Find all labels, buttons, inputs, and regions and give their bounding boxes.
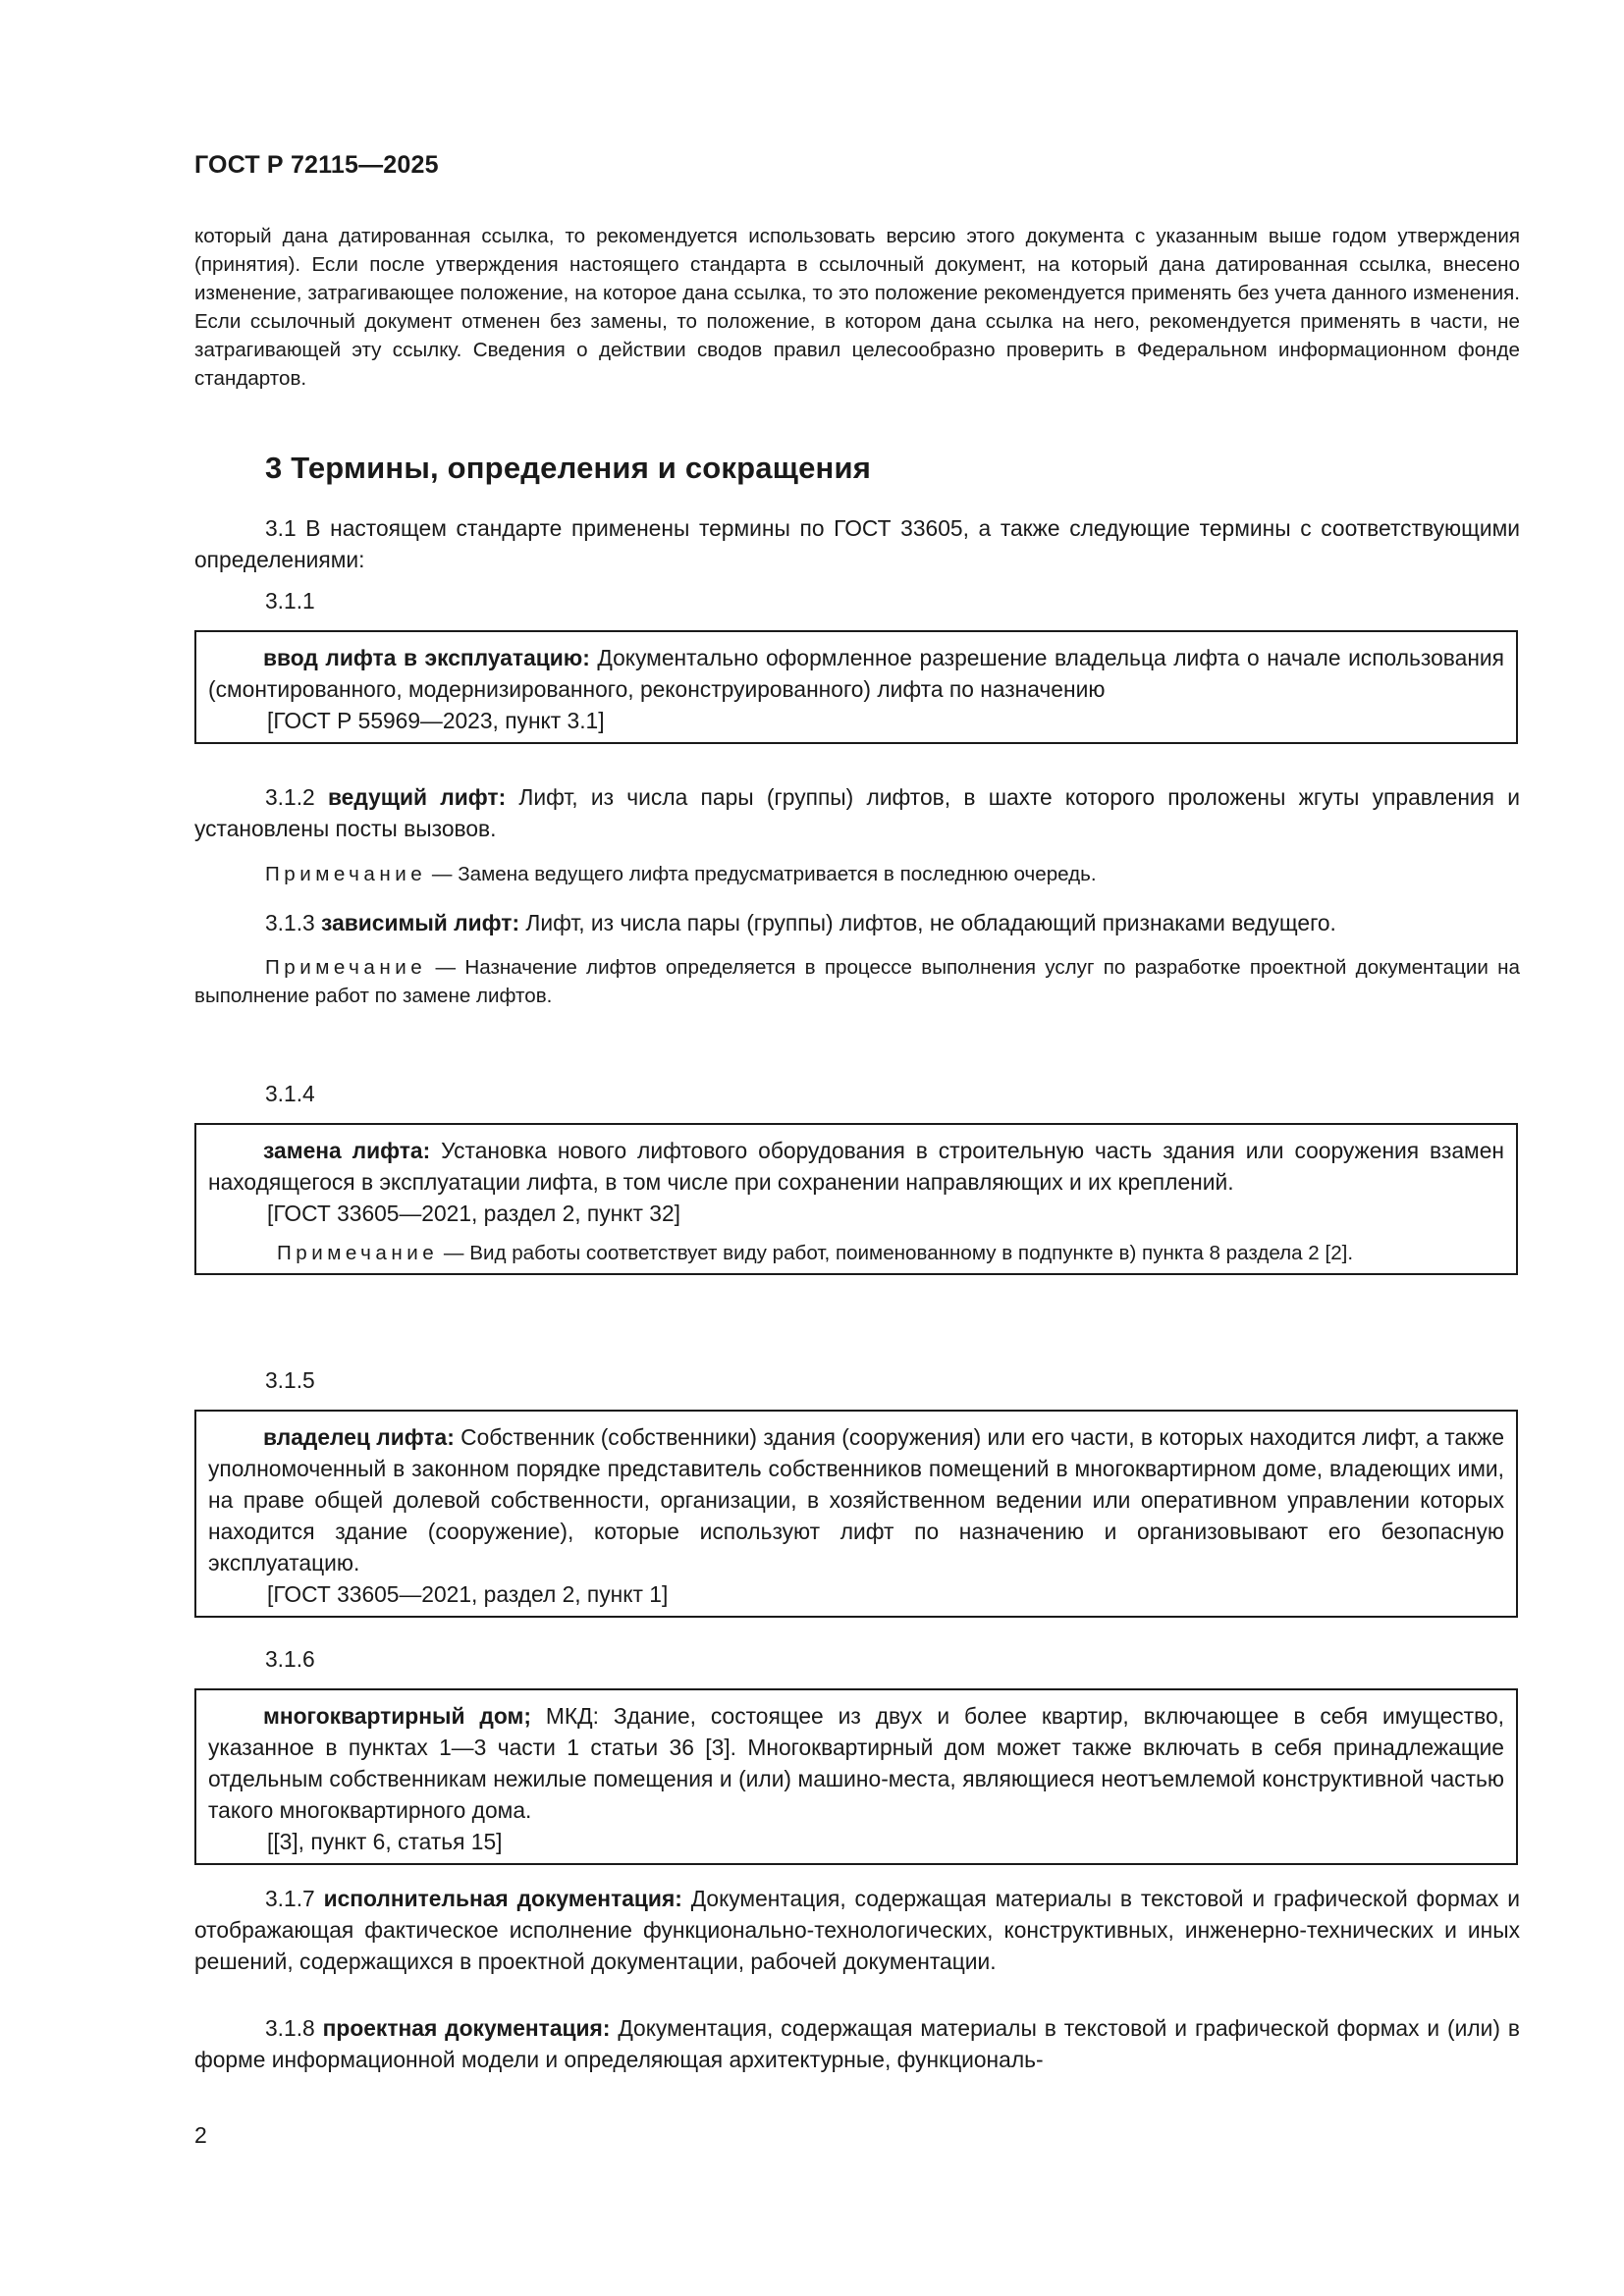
- note-label: Примечание: [265, 956, 427, 979]
- term-def: Документация, содержащая материалы в текстовой и графической формах и (или) в форме информационной модели и определяющая архитектурные, функциональ-: [194, 2015, 1520, 2072]
- term-note: [208, 1239, 1504, 1267]
- term-source: [[3], пункт 6, статья 15]: [267, 1829, 503, 1854]
- term-definition: [194, 1883, 1520, 1977]
- term-name: ввод лифта в эксплуатацию:: [263, 645, 590, 670]
- term-definition: [208, 1700, 1504, 1826]
- term-def: Лифт, из числа пары (группы) лифтов, в шахте которого проложены жгуты управления и установлены посты вызовов.: [194, 784, 1520, 841]
- note-label: Примечание: [265, 863, 427, 885]
- term-number: 3.1.1: [265, 588, 315, 614]
- term-3-1-3: [194, 907, 1520, 1010]
- term-abbr: МКД:: [530, 1703, 599, 1729]
- term-def: Установка нового лифтового оборудования в строительную часть здания или сооружения взамен находящегося в эксплуатации лифта, в том числе при сохранении направляющих и их креплений.: [208, 1138, 1504, 1195]
- term-3-1-1-box: [194, 630, 1518, 744]
- term-name: ведущий лифт:: [327, 784, 507, 810]
- term-definition: [194, 2012, 1520, 2075]
- term-note: [194, 860, 1520, 888]
- term-name: замена лифта:: [263, 1138, 431, 1163]
- term-def: Документально оформленное разрешение владельца лифта о начале использования (смонтированного, модернизированного, реконструированного) лифта по назначению: [208, 645, 1504, 702]
- term-def: Лифт, из числа пары (группы) лифтов, не обладающий признаками ведущего.: [519, 910, 1336, 935]
- term-definition: [194, 781, 1520, 844]
- section-heading: [265, 451, 1591, 486]
- clause-3-1-text: 3.1 В настоящем стандарте применены термины по ГОСТ 33605, а также следующие термины с соответствующими определениями:: [194, 515, 1520, 572]
- term-source: [ГОСТ 33605—2021, раздел 2, пункт 1]: [267, 1581, 669, 1607]
- clause-3-1: [194, 512, 1520, 575]
- term-note: [194, 953, 1520, 1010]
- term-name: проектная документация:: [322, 2015, 611, 2041]
- term-name: владелец лифта:: [263, 1424, 455, 1450]
- term-3-1-5-box: [194, 1410, 1518, 1618]
- term-number: 3.1.8: [265, 2015, 315, 2041]
- term-3-1-7: [194, 1883, 1520, 1977]
- note-label: Примечание: [277, 1242, 439, 1264]
- term-number: 3.1.2: [265, 784, 315, 810]
- section-title: 3 Термины, определения и сокращения: [265, 451, 871, 485]
- term-3-1-8: [194, 2012, 1520, 2075]
- note-text: — Замена ведущего лифта предусматривается в последнюю очередь.: [426, 863, 1097, 885]
- term-name: зависимый лифт:: [321, 910, 520, 935]
- intro-paragraph: [194, 222, 1520, 393]
- term-definition: [208, 1421, 1504, 1578]
- page-number: 2: [194, 2122, 207, 2148]
- term-3-1-5-number: [194, 1364, 1520, 1396]
- term-definition: [194, 907, 1520, 938]
- term-number: 3.1.6: [265, 1646, 315, 1672]
- term-name: исполнительная документация:: [323, 1886, 682, 1911]
- term-3-1-2: [194, 781, 1520, 888]
- term-number: 3.1.7: [265, 1886, 315, 1911]
- term-name: многоквартирный дом;: [263, 1703, 531, 1729]
- term-3-1-4-box: [194, 1123, 1518, 1275]
- term-source: [ГОСТ Р 55969—2023, пункт 3.1]: [267, 708, 605, 733]
- term-number: 3.1.3: [265, 910, 315, 935]
- term-3-1-4-number: [194, 1078, 1520, 1109]
- term-source: [ГОСТ 33605—2021, раздел 2, пункт 32]: [267, 1201, 680, 1226]
- term-definition: [208, 642, 1504, 705]
- term-3-1-6-box: [194, 1688, 1518, 1865]
- term-def: Документация, содержащая материалы в текстовой и графической формах и отображающая фактическое исполнение функционально-технологических, конструктивных, инженерно-технических и иных решений, содержащихся в проектной документации, рабочей документации.: [194, 1886, 1520, 1974]
- term-def: Собственник (собственники) здания (сооружения) или его части, в которых находится лифт, а также уполномоченный в законном порядке представитель собственников помещений в многоквартирном доме, владеющих ими, на праве общей долевой собственности, организации, в хозяйственном ведении или оперативном управлении которых находится здание (сооружение), которые используют лифт по назначению и организовывают его безопасную эксплуатацию.: [208, 1424, 1505, 1575]
- note-text: — Назначение лифтов определяется в процессе выполнения услуг по разработке проектной документации на выполнение работ по замене лифтов.: [194, 956, 1520, 1007]
- term-3-1-1-number: [194, 585, 1520, 616]
- document-code: ГОСТ Р 72115—2025: [194, 151, 439, 179]
- term-number: 3.1.5: [265, 1367, 315, 1393]
- intro-text: который дана датированная ссылка, то рекомендуется использовать версию этого документа с указанным выше годом утверждения (принятия). Если после утверждения настоящего стандарта в ссылочный документ, на который дана датированная ссылка, внесено изменение, затрагивающее положение, на которое дана ссылка, то это положение рекомендуется применять без учета данного изменения. Если ссылочный документ отменен без замены, то положение, в котором дана ссылка на него, рекомендуется применять в части, не затрагивающей эту ссылку. Сведения о действии сводов правил целесообразно проверить в Федеральном информационном фонде стандартов.: [194, 225, 1520, 390]
- term-number: 3.1.4: [265, 1081, 315, 1106]
- term-definition: [208, 1135, 1504, 1198]
- term-3-1-6-number: [194, 1643, 1520, 1675]
- term-def: Здание, состоящее из двух и более квартир, включающее в себя имущество, указанное в пунктах 1—3 части 1 статьи 36 [3]. Многоквартирный дом может также включать в себя принадлежащие отдельным собственникам нежилые помещения и (или) машино-места, являющиеся неотъемлемой конструктивной частью такого многоквартирного дома.: [208, 1703, 1504, 1823]
- note-text: — Вид работы соответствует виду работ, поименованному в подпункте в) пункта 8 раздела 2 [2].: [438, 1242, 1354, 1264]
